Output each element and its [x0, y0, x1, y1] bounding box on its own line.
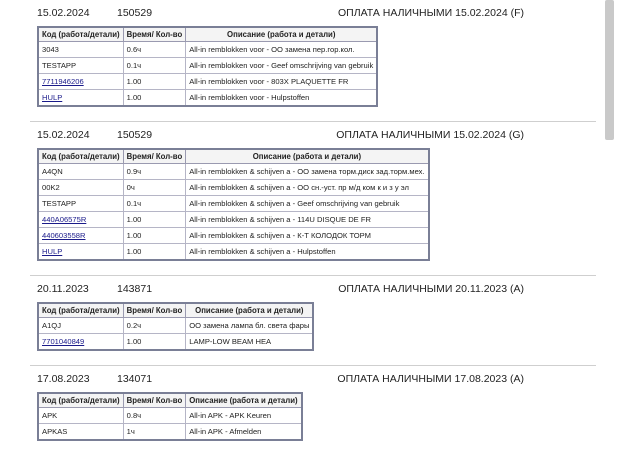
column-header-time: Время/ Кол-во: [123, 303, 186, 318]
orders-history: [30, 0, 596, 455]
order-number: 143871: [117, 283, 153, 295]
column-header-description: Описание (работа и детали): [186, 303, 314, 318]
table-row: [38, 334, 313, 351]
part-code-link[interactable]: 440A06575R: [42, 215, 87, 224]
order-date: 15.02.2024: [37, 129, 90, 141]
part-code-cell: [38, 244, 123, 261]
parts-table: [37, 302, 314, 351]
order-date: 15.02.2024: [37, 7, 90, 19]
order-block: [30, 365, 596, 441]
order-header: [30, 372, 596, 386]
part-code-cell: [38, 74, 123, 90]
order-header: [30, 128, 596, 142]
payment-label: ОПЛАТА НАЛИЧНЫМИ 15.02.2024 (F): [338, 7, 524, 19]
order-block: [30, 121, 596, 261]
table-row: [38, 424, 302, 441]
order-header: [30, 282, 596, 296]
table-header-row: [38, 27, 377, 42]
description-cell: All-in remblokken voor - 803X PLAQUETTE FR: [186, 74, 378, 90]
quantity-cell: 0.1ч: [123, 196, 186, 212]
description-cell: All-in remblokken & schijven a - Hulpstoffen: [186, 244, 429, 261]
quantity-cell: 1.00: [123, 90, 186, 107]
description-cell: All-in remblokken & schijven a - 114U DISQUE DE FR: [186, 212, 429, 228]
part-code-cell: A4QN: [38, 164, 123, 180]
order-block: [30, 0, 596, 107]
part-code-cell: [38, 90, 123, 107]
description-cell: All-in remblokken & schijven a - Geef omschrijving van gebruik: [186, 196, 429, 212]
column-header-description: Описание (работа и детали): [186, 393, 302, 408]
table-header-row: [38, 303, 313, 318]
part-code-link[interactable]: HULP: [42, 93, 63, 102]
quantity-cell: 0.2ч: [123, 318, 186, 334]
quantity-cell: 0.1ч: [123, 58, 186, 74]
column-header-code: Код (работа/детали): [38, 393, 123, 408]
quantity-cell: 0ч: [123, 180, 186, 196]
table-header-row: [38, 393, 302, 408]
column-header-code: Код (работа/детали): [38, 27, 123, 42]
column-header-time: Время/ Кол-во: [123, 393, 186, 408]
table-row: [38, 164, 429, 180]
table-row: [38, 180, 429, 196]
description-cell: All-in remblokken & schijven a - ОО замена торм.диск зад.торм.мех.: [186, 164, 429, 180]
column-header-description: Описание (работа и детали): [186, 27, 378, 42]
order-date: 20.11.2023: [37, 283, 89, 295]
column-header-code: Код (работа/детали): [38, 149, 123, 164]
part-code-link[interactable]: 7701040849: [42, 337, 85, 346]
description-cell: LAMP-LOW BEAM HEA: [186, 334, 314, 351]
part-code-cell: [38, 228, 123, 244]
payment-label: ОПЛАТА НАЛИЧНЫМИ 17.08.2023 (A): [337, 373, 524, 385]
table-row: [38, 212, 429, 228]
table-row: [38, 318, 313, 334]
quantity-cell: 0.6ч: [123, 42, 186, 58]
parts-table: [37, 392, 303, 441]
quantity-cell: 1.00: [123, 334, 186, 351]
order-number: 150529: [117, 129, 153, 141]
order-header: [30, 6, 596, 20]
table-row: [38, 90, 377, 107]
table-row: [38, 74, 377, 90]
part-code-cell: 3043: [38, 42, 123, 58]
order-number: 134071: [117, 373, 153, 385]
part-code-cell: A1QJ: [38, 318, 123, 334]
part-code-cell: TESTAPP: [38, 58, 123, 74]
description-cell: All-in APK - APK Keuren: [186, 408, 302, 424]
part-code-cell: [38, 334, 123, 351]
part-code-link[interactable]: 7711946206: [42, 77, 84, 86]
table-header-row: [38, 149, 429, 164]
scrollbar-thumb[interactable]: [605, 0, 614, 140]
description-cell: ОО замена лампа бл. света фары: [186, 318, 314, 334]
quantity-cell: 1.00: [123, 212, 186, 228]
payment-label: ОПЛАТА НАЛИЧНЫМИ 15.02.2024 (G): [336, 129, 524, 141]
description-cell: All-in remblokken & schijven a - ОО сн.-уст. пр м/д ком к и з у эл: [186, 180, 429, 196]
description-cell: All-in remblokken & schijven a - К-Т КОЛОДОК ТОРМ: [186, 228, 429, 244]
table-row: [38, 196, 429, 212]
quantity-cell: 1ч: [123, 424, 186, 441]
column-header-description: Описание (работа и детали): [186, 149, 429, 164]
order-date: 17.08.2023: [37, 373, 90, 385]
quantity-cell: 1.00: [123, 244, 186, 261]
part-code-cell: APK: [38, 408, 123, 424]
quantity-cell: 0.9ч: [123, 164, 186, 180]
description-cell: All-in APK - Afmelden: [186, 424, 302, 441]
quantity-cell: 0.8ч: [123, 408, 186, 424]
quantity-cell: 1.00: [123, 74, 186, 90]
description-cell: All-in remblokken voor - ОО замена пер.гор.кол.: [186, 42, 378, 58]
part-code-link[interactable]: 440603558R: [42, 231, 86, 240]
quantity-cell: 1.00: [123, 228, 186, 244]
part-code-link[interactable]: HULP: [42, 247, 63, 256]
order-block: [30, 275, 596, 351]
table-row: [38, 408, 302, 424]
column-header-time: Время/ Кол-во: [123, 149, 186, 164]
table-row: [38, 228, 429, 244]
column-header-code: Код (работа/детали): [38, 303, 123, 318]
payment-label: ОПЛАТА НАЛИЧНЫМИ 20.11.2023 (A): [338, 283, 524, 295]
part-code-cell: 00K2: [38, 180, 123, 196]
parts-table: [37, 26, 378, 107]
part-code-cell: APKAS: [38, 424, 123, 441]
table-row: [38, 244, 429, 261]
column-header-time: Время/ Кол-во: [123, 27, 186, 42]
table-row: [38, 42, 377, 58]
part-code-cell: TESTAPP: [38, 196, 123, 212]
table-row: [38, 58, 377, 74]
description-cell: All-in remblokken voor - Geef omschrijving van gebruik: [186, 58, 378, 74]
order-number: 150529: [117, 7, 153, 19]
part-code-cell: [38, 212, 123, 228]
parts-table: [37, 148, 430, 261]
description-cell: All-in remblokken voor - Hulpstoffen: [186, 90, 378, 107]
